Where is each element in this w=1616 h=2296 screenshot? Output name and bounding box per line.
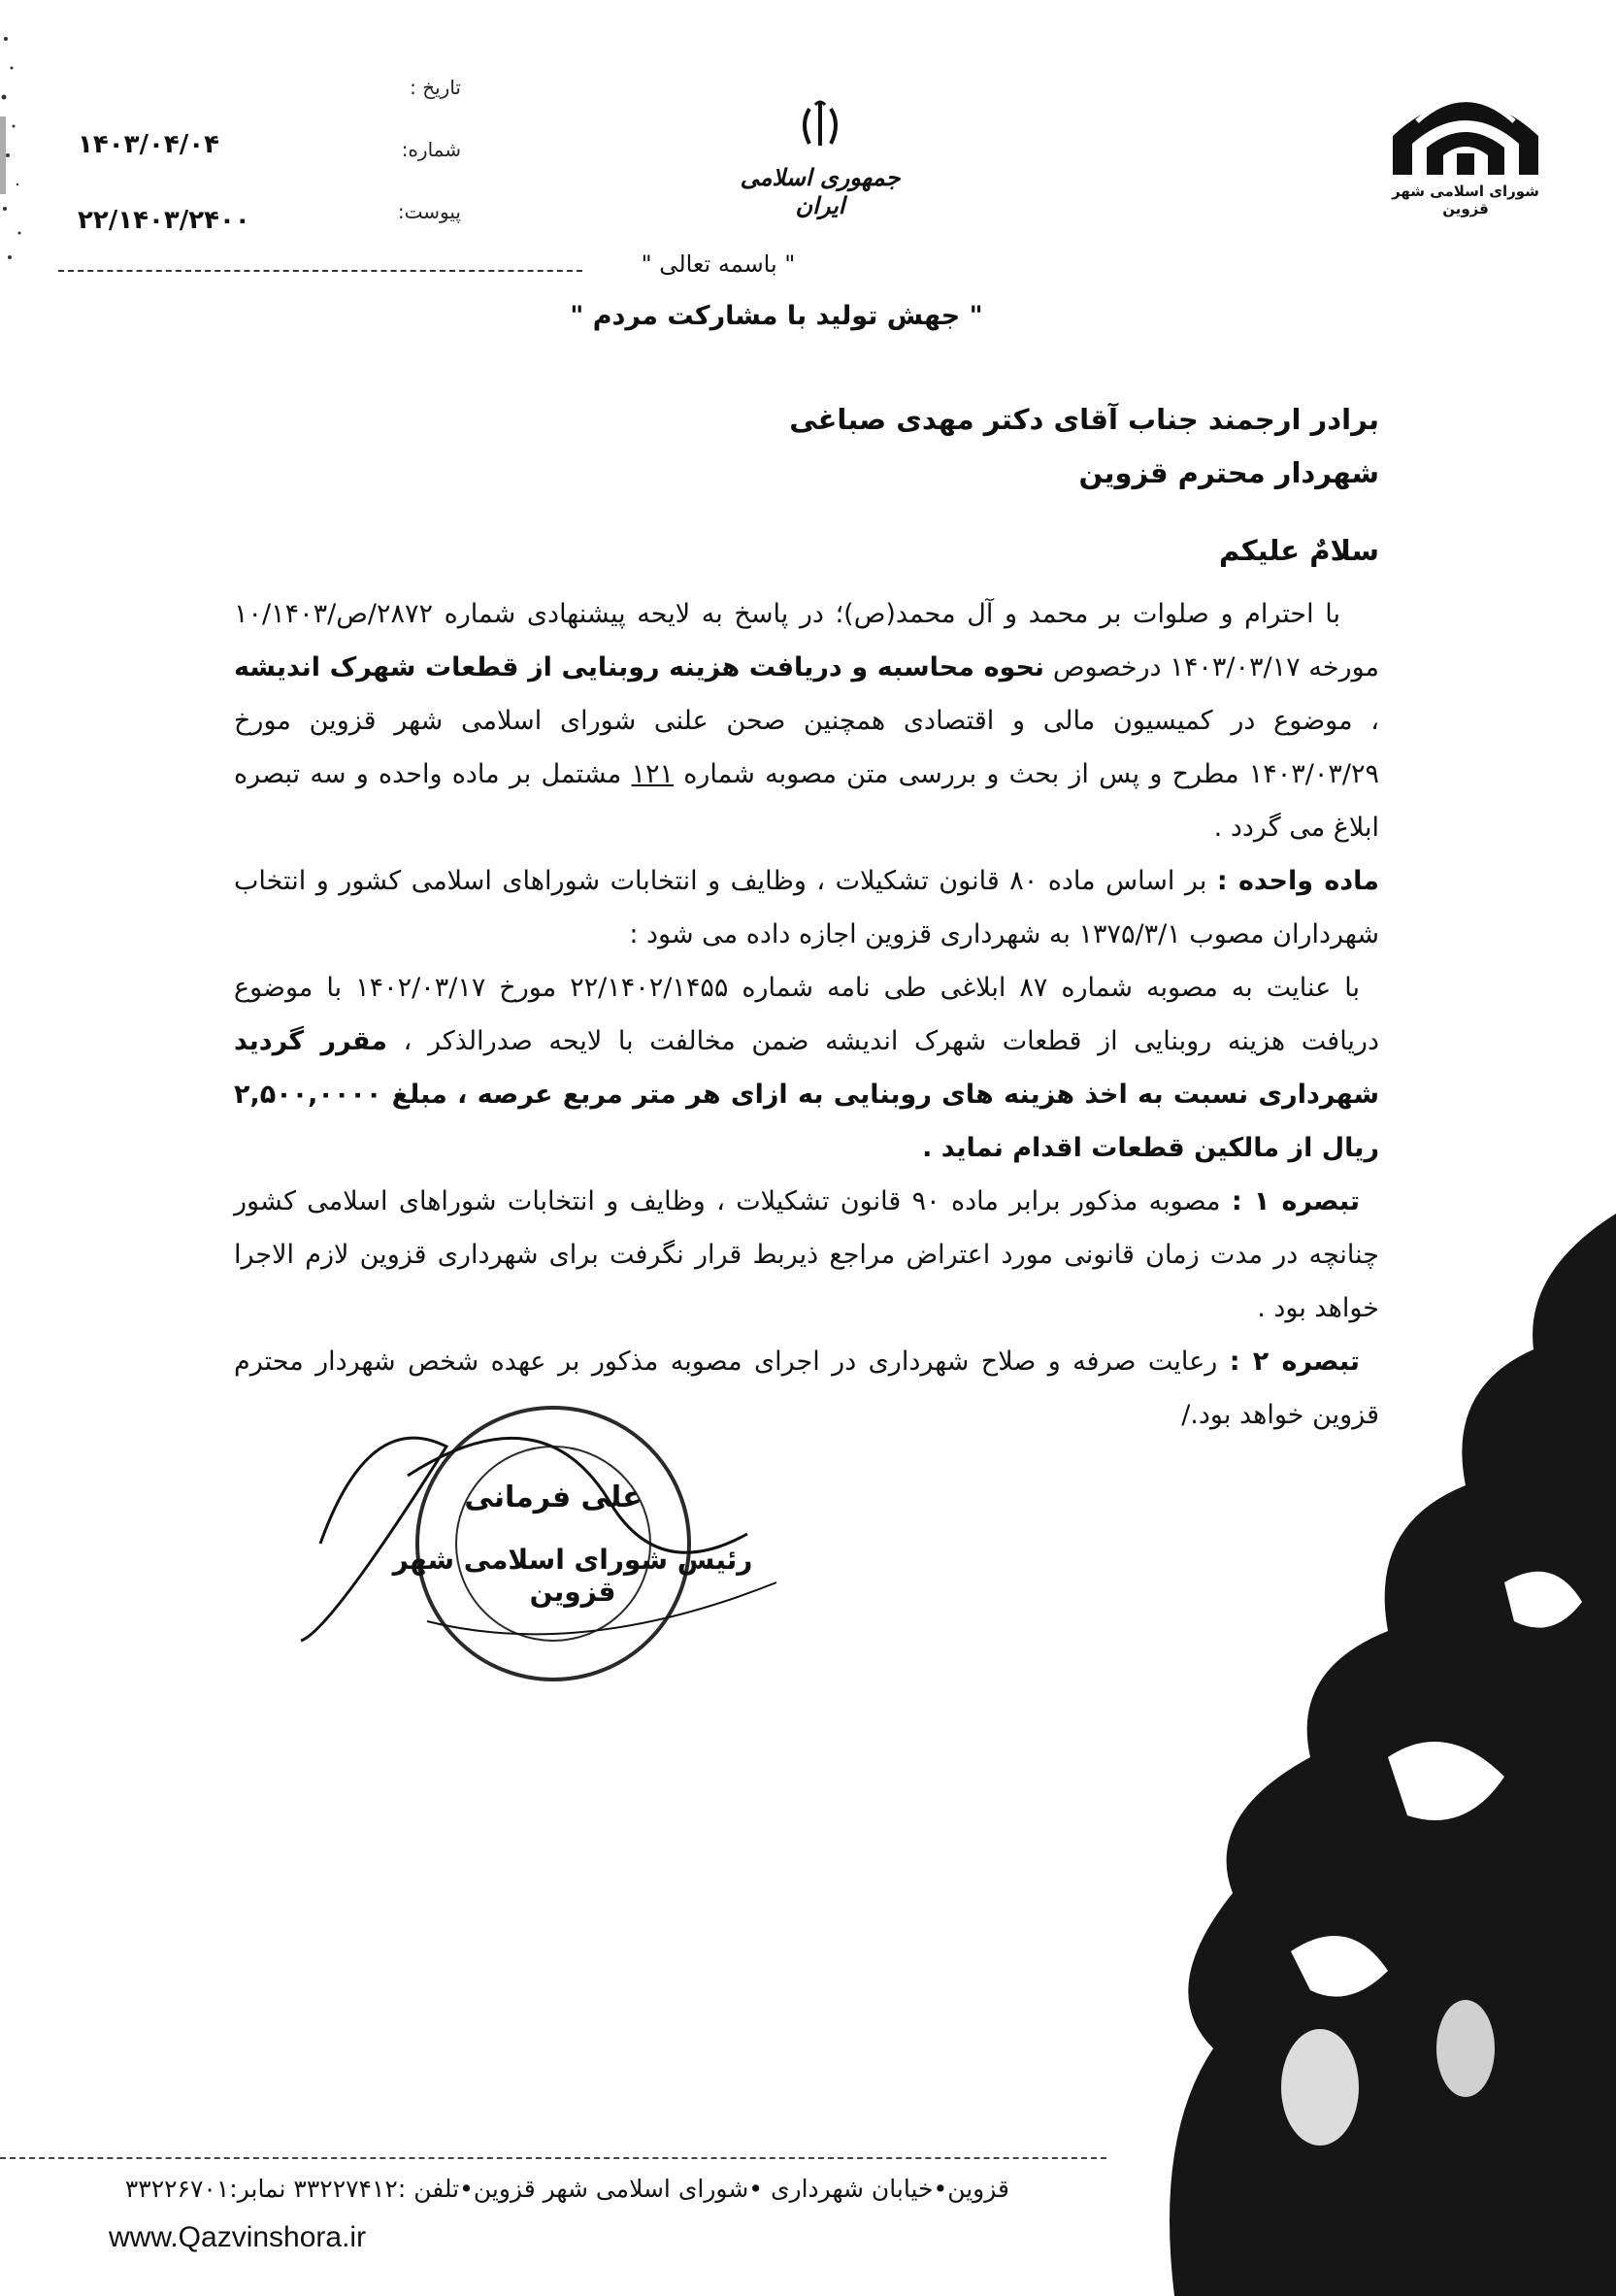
signer-name: علی فرمانی (464, 1481, 643, 1514)
council-logo (1373, 68, 1558, 217)
intro-text-3: مشتمل بر ماده واحده و سه تبصره ابلاغ می گردد . (234, 759, 1379, 843)
header-separator-left (58, 270, 582, 272)
note-2-text: رعایت صرفه و صلاح شهرداری در اجرای مصوبه مذکور بر عهده شخص شهردار محترم قزوین خواهد بود./ (234, 1347, 1379, 1430)
note-1-text: مصوبه مذکور برابر ماده ۹۰ قانون تشکیلات ، وظایف و انتخابات شوراهای اسلامی کشور چنانچه در مدت زمان قانونی مورد اعتراض مراجع ذیربط قرار نگرفت برای شهرداری قزوین لازم الاجرا خواهد بود . (234, 1186, 1379, 1323)
number-label: شماره: (401, 138, 461, 161)
paragraph-intro (234, 587, 1379, 854)
invocation: " باسمه تعالی " (641, 250, 796, 278)
resolution-number: ۱۲۱ (631, 759, 675, 789)
republic-title: جمهوری اسلامی ایران (740, 163, 901, 219)
greeting: سلامٌ علیکم (1219, 534, 1379, 567)
iran-emblem-icon (796, 97, 844, 150)
scan-edge-noise (0, 0, 39, 291)
single-article-text: بر اساس ماده ۸۰ قانون تشکیلات ، وظایف و انتخابات شوراهای اسلامی کشور و انتخاب شهرداران مصوب ۱۳۷۵/۳/۱ به شهرداری قزوین اجازه داده می شود : (234, 866, 1379, 949)
attachment-label: پیوست: (397, 200, 461, 223)
decision-text: با عنایت به مصوبه شماره ۸۷ ابلاغی طی نامه شماره ۲۲/۱۴۰۲/۱۴۵۵ مورخ ۱۴۰۲/۰۳/۱۷ با موضوع دریافت هزینه روبنایی از قطعات شهرک اندیشه ضمن مخالفت با لایحه صدرالذکر ، (234, 973, 1379, 1056)
footer-separator (0, 2157, 1106, 2159)
date-label: تاریخ : (410, 76, 461, 99)
republic-header (723, 97, 917, 219)
recipient-line2: شهردار محترم قزوین (1078, 456, 1379, 489)
decision-bold: مقرر گردید شهرداری نسبت به اخذ هزینه های روبنایی به ازای هر متر مربع عرصه ، مبلغ ۲,۵۰۰,۰۰۰۰ ریال از مالکین قطعات اقدام نماید . (234, 1026, 1379, 1163)
slogan: " جهش تولید با مشارکت مردم " (570, 301, 983, 331)
paragraph-decision (234, 961, 1379, 1175)
note-1-label: تبصره ۱ : (1231, 1186, 1360, 1216)
recipient-line1: برادر ارجمند جناب آقای دکتر مهدی صباغی (789, 403, 1379, 436)
date-value: ۱۴۰۳/۰۴/۰۴ (78, 130, 219, 159)
intro-subject: نحوه محاسبه و دریافت هزینه روبنایی از قطعات شهرک اندیشه (234, 652, 1045, 682)
council-logo-icon (1373, 68, 1558, 184)
council-name: شورای اسلامی شهر قزوین (1392, 183, 1539, 217)
paragraph-single-article (234, 854, 1379, 961)
single-article-label: ماده واحده : (1216, 866, 1379, 896)
footer-website[interactable]: www.Qazvinshora.ir (109, 2221, 367, 2253)
intro-text-2: ، موضوع در کمیسیون مالی و اقتصادی همچنین صحن علنی شورای اسلامی شهر قزوین مورخ ۱۴۰۳/۰۳/۲۹ مطرح و پس از بحث و بررسی متن مصوبه شماره (234, 706, 1379, 789)
number-value: ۲۲/۱۴۰۳/۲۴۰۰ (78, 206, 250, 235)
footer-address: قزوین•خیابان شهرداری •شورای اسلامی شهر قزوین•تلفن :۳۳۲۲۷۴۱۲ نمابر:۳۳۲۲۶۷۰۱ (124, 2175, 1009, 2203)
background-photo (1097, 1214, 1616, 2296)
intro-text: با احترام و صلوات بر محمد و آل محمد(ص)؛ در پاسخ به لایحه پیشنهادی شماره ۲۸۷۲/ص/۱۰/۱۴۰۳ مورخه ۱۴۰۳/۰۳/۱۷ درخصوص (234, 599, 1379, 682)
signer-title: رئیس شورای اسلامی شهر قزوین (392, 1544, 753, 1608)
note-2-label: تبصره ۲ : (1229, 1347, 1360, 1377)
